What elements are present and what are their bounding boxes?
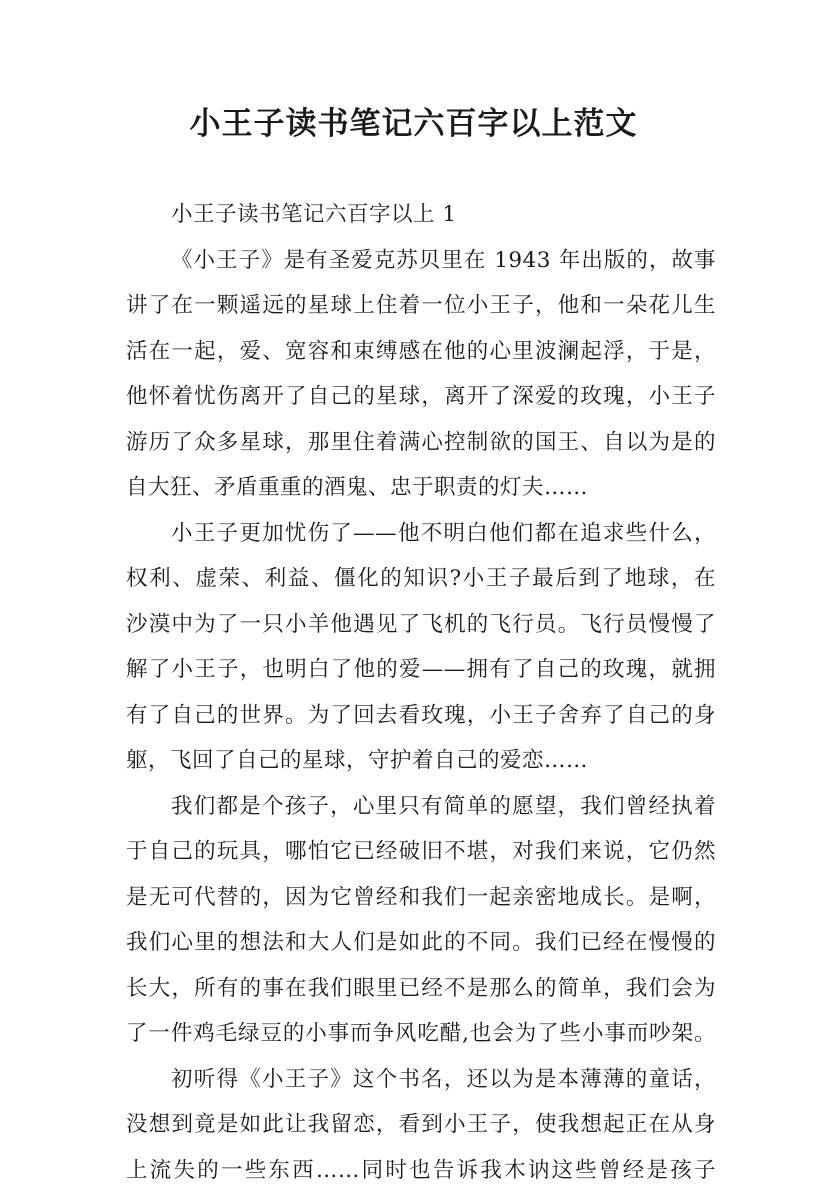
text-line: 讲了在一颗遥远的星球上住着一位小王子，他和一朵花儿生 [126,283,716,329]
document-title: 小王子读书笔记六百字以上范文 [0,100,827,148]
text-line: 自大狂、矛盾重重的酒鬼、忠于职责的灯夫…… [126,465,716,511]
text-line: 他怀着忧伤离开了自己的星球，离开了深爱的玫瑰，小王子 [126,374,716,420]
text-line: 活在一起，爱、宽容和束缚感在他的心里波澜起浮，于是， [126,329,716,375]
text-line: 初听得《小王子》这个书名，还以为是本薄薄的童话， [126,1057,716,1103]
text-line: 躯，飞回了自己的星球，守护着自己的爱恋…… [126,738,716,784]
text-line: 没想到竟是如此让我留恋，看到小王子，使我想起正在从身 [126,1102,716,1148]
text-line: 长大，所有的事在我们眼里已经不是那么的简单，我们会为 [126,966,716,1012]
text-line: 于自己的玩具，哪怕它已经破旧不堪，对我们来说，它仍然 [126,829,716,875]
text-line: 是无可代替的，因为它曾经和我们一起亲密地成长。是啊， [126,875,716,921]
text-line: 权利、虚荣、利益、僵化的知识?小王子最后到了地球，在 [126,556,716,602]
text-line: 了一件鸡毛绿豆的小事而争风吃醋,也会为了些小事而吵架。 [126,1011,716,1057]
text-line: 小王子更加忧伤了——他不明白他们都在追求些什么， [126,511,716,557]
text-line: 解了小王子，也明白了他的爱——拥有了自己的玫瑰，就拥 [126,647,716,693]
text-line: 沙漠中为了一只小羊他遇见了飞机的飞行员。飞行员慢慢了 [126,602,716,648]
text-line: 我们心里的想法和大人们是如此的不同。我们已经在慢慢的 [126,920,716,966]
text-line: 小王子读书笔记六百字以上 1 [126,192,716,238]
text-line: 有了自己的世界。为了回去看玫瑰，小王子舍弃了自己的身 [126,693,716,739]
text-line: 上流失的一些东西……同时也告诉我木讷这些曾经是孩子 [126,1148,716,1193]
text-line: 游历了众多星球，那里住着满心控制欲的国王、自以为是的 [126,420,716,466]
document-body [126,192,716,1193]
text-line: 《小王子》是有圣爱克苏贝里在 1943 年出版的，故事 [126,238,716,284]
text-line: 我们都是个孩子，心里只有简单的愿望，我们曾经执着 [126,784,716,830]
